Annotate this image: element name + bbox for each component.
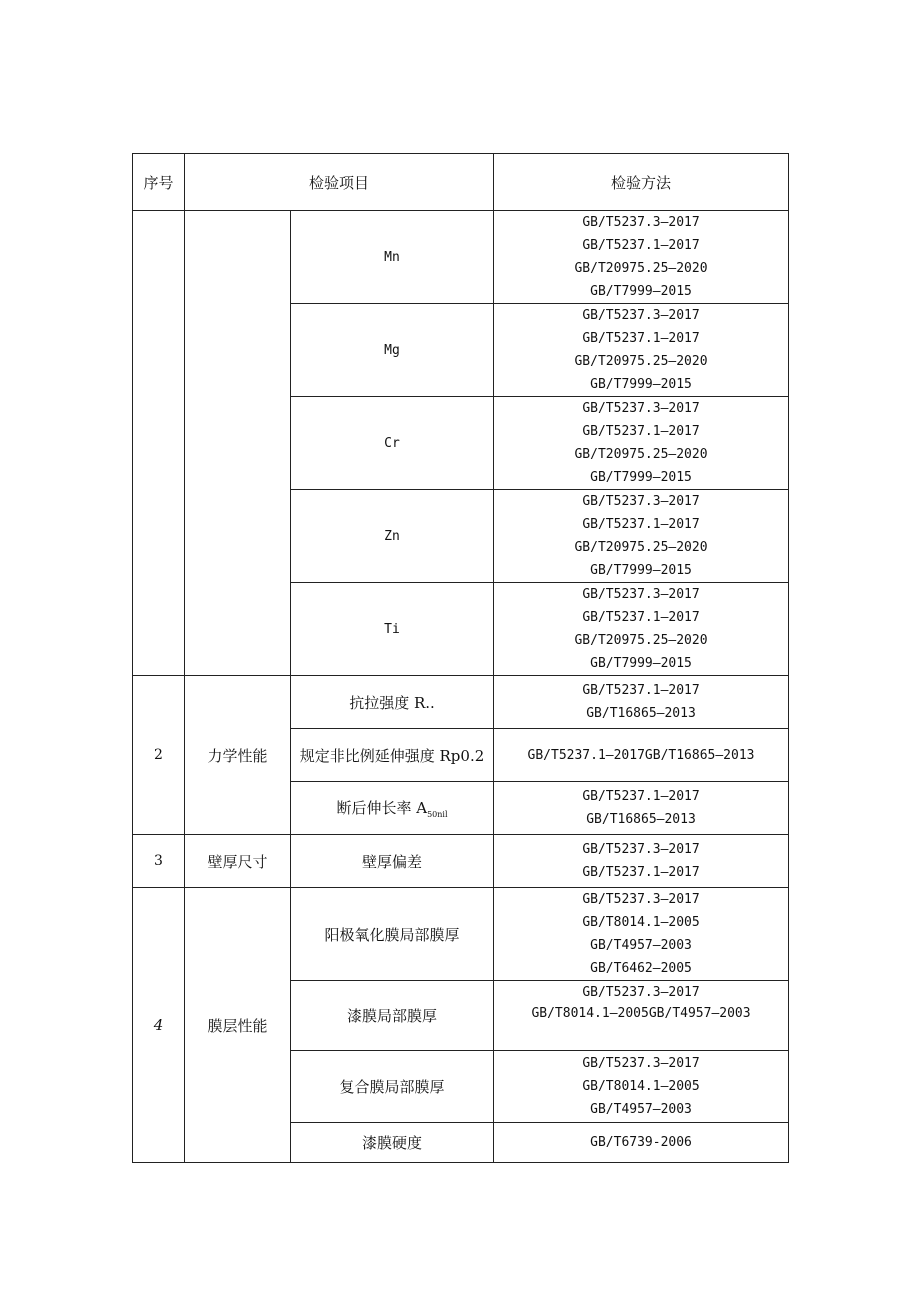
method-line: GB/T5237.3—2017: [582, 1056, 700, 1071]
method-line: GB/T5237.3—2017: [582, 842, 700, 857]
method-line: GB/T7999—2015: [590, 470, 692, 485]
method-line: GB/T16865—2013: [586, 812, 696, 827]
method-line: GB/T5237.3—2017: [582, 587, 700, 602]
method-line: GB/T6462—2005: [590, 961, 692, 976]
table-row: [133, 676, 789, 729]
method-line: GB/T5237.1—2017: [582, 610, 700, 625]
item-name-main: 断后伸长率 A: [336, 799, 428, 817]
method-line: GB/T5237.3—2017: [582, 892, 700, 907]
category-name: 力学性能: [185, 676, 291, 835]
method-line: GB/T20975.25—2020: [574, 540, 708, 555]
method-line: GB/T7999—2015: [590, 377, 692, 392]
method-cell: [494, 782, 789, 835]
row-number: 3: [133, 835, 185, 888]
table-row: [133, 888, 789, 981]
method-line: GB/T5237.1—2017: [582, 865, 700, 880]
method-line: GB/T8014.1—2005: [582, 1079, 700, 1094]
method-line: GB/T16865—2013: [586, 706, 696, 721]
method-line: GB/T7999—2015: [590, 656, 692, 671]
method-line: GB/T20975.25—2020: [574, 354, 708, 369]
row-number: 2: [133, 676, 185, 835]
method-line: GB/T7999—2015: [590, 563, 692, 578]
method-cell: [494, 888, 789, 981]
header-item: 检验项目: [185, 154, 494, 211]
method-line: GB/T8014.1—2005GB/T4957—2003: [531, 1006, 751, 1021]
method-cell: [494, 211, 789, 304]
method-cell: [494, 304, 789, 397]
item-name: [291, 782, 494, 835]
method-line: GB/T20975.25—2020: [574, 633, 708, 648]
element-name: Cr: [291, 397, 494, 490]
method-line: GB/T5237.3—2017: [582, 401, 700, 416]
method-cell: [494, 676, 789, 729]
method-line: GB/T5237.1—2017GB/T16865—2013: [527, 747, 755, 763]
method-line: GB/T5237.3—2017: [582, 308, 700, 323]
element-name: Zn: [291, 490, 494, 583]
row-number: 4: [133, 888, 185, 1163]
method-cell: [494, 1123, 789, 1163]
method-line: GB/T5237.1—2017: [582, 424, 700, 439]
inspection-table: [132, 153, 789, 1163]
element-name: Mg: [291, 304, 494, 397]
method-line: GB/T20975.25—2020: [574, 261, 708, 276]
element-name: Ti: [291, 583, 494, 676]
category-name: 壁厚尺寸: [185, 835, 291, 888]
header-row: [133, 154, 789, 211]
method-line: GB/T4957—2003: [590, 938, 692, 953]
method-cell: [494, 490, 789, 583]
item-name: 漆膜局部膜厚: [291, 981, 494, 1051]
table-row: [133, 211, 789, 304]
method-line: GB/T7999—2015: [590, 284, 692, 299]
item-name: 漆膜硬度: [291, 1123, 494, 1163]
method-cell: [494, 981, 789, 1051]
table-row: [133, 835, 789, 888]
method-line: GB/T5237.1—2017: [582, 238, 700, 253]
method-cell: [494, 583, 789, 676]
method-line: GB/T5237.3—2017: [582, 985, 700, 1000]
method-line: GB/T5237.1—2017: [582, 331, 700, 346]
method-line: GB/T8014.1—2005: [582, 915, 700, 930]
category-cell-empty: [185, 211, 291, 676]
item-name-subscript: 50nil: [427, 810, 448, 819]
item-name: 壁厚偏差: [291, 835, 494, 888]
no-cell-empty: [133, 211, 185, 676]
header-method: 检验方法: [494, 154, 789, 211]
method-line: GB/T4957—2003: [590, 1102, 692, 1117]
method-cell: [494, 835, 789, 888]
method-line: GB/T20975.25—2020: [574, 447, 708, 462]
item-name: 抗拉强度 R..: [291, 676, 494, 729]
method-line: GB/T5237.1—2017: [582, 683, 700, 698]
method-line: GB/T5237.3—2017: [582, 215, 700, 230]
method-line: GB/T5237.1—2017: [582, 789, 700, 804]
item-name: 阳极氧化膜局部膜厚: [291, 888, 494, 981]
header-no: 序号: [133, 154, 185, 211]
method-cell: [494, 1051, 789, 1123]
method-line: GB/T5237.3—2017: [582, 494, 700, 509]
category-name: 膜层性能: [185, 888, 291, 1163]
method-cell: [494, 397, 789, 490]
method-line: GB/T5237.1—2017: [582, 517, 700, 532]
item-name: 复合膜局部膜厚: [291, 1051, 494, 1123]
method-cell: [494, 729, 789, 782]
item-name: 规定非比例延伸强度 Rp0.2: [291, 729, 494, 782]
method-line: GB/T6739-2006: [590, 1135, 692, 1150]
element-name: Mn: [291, 211, 494, 304]
